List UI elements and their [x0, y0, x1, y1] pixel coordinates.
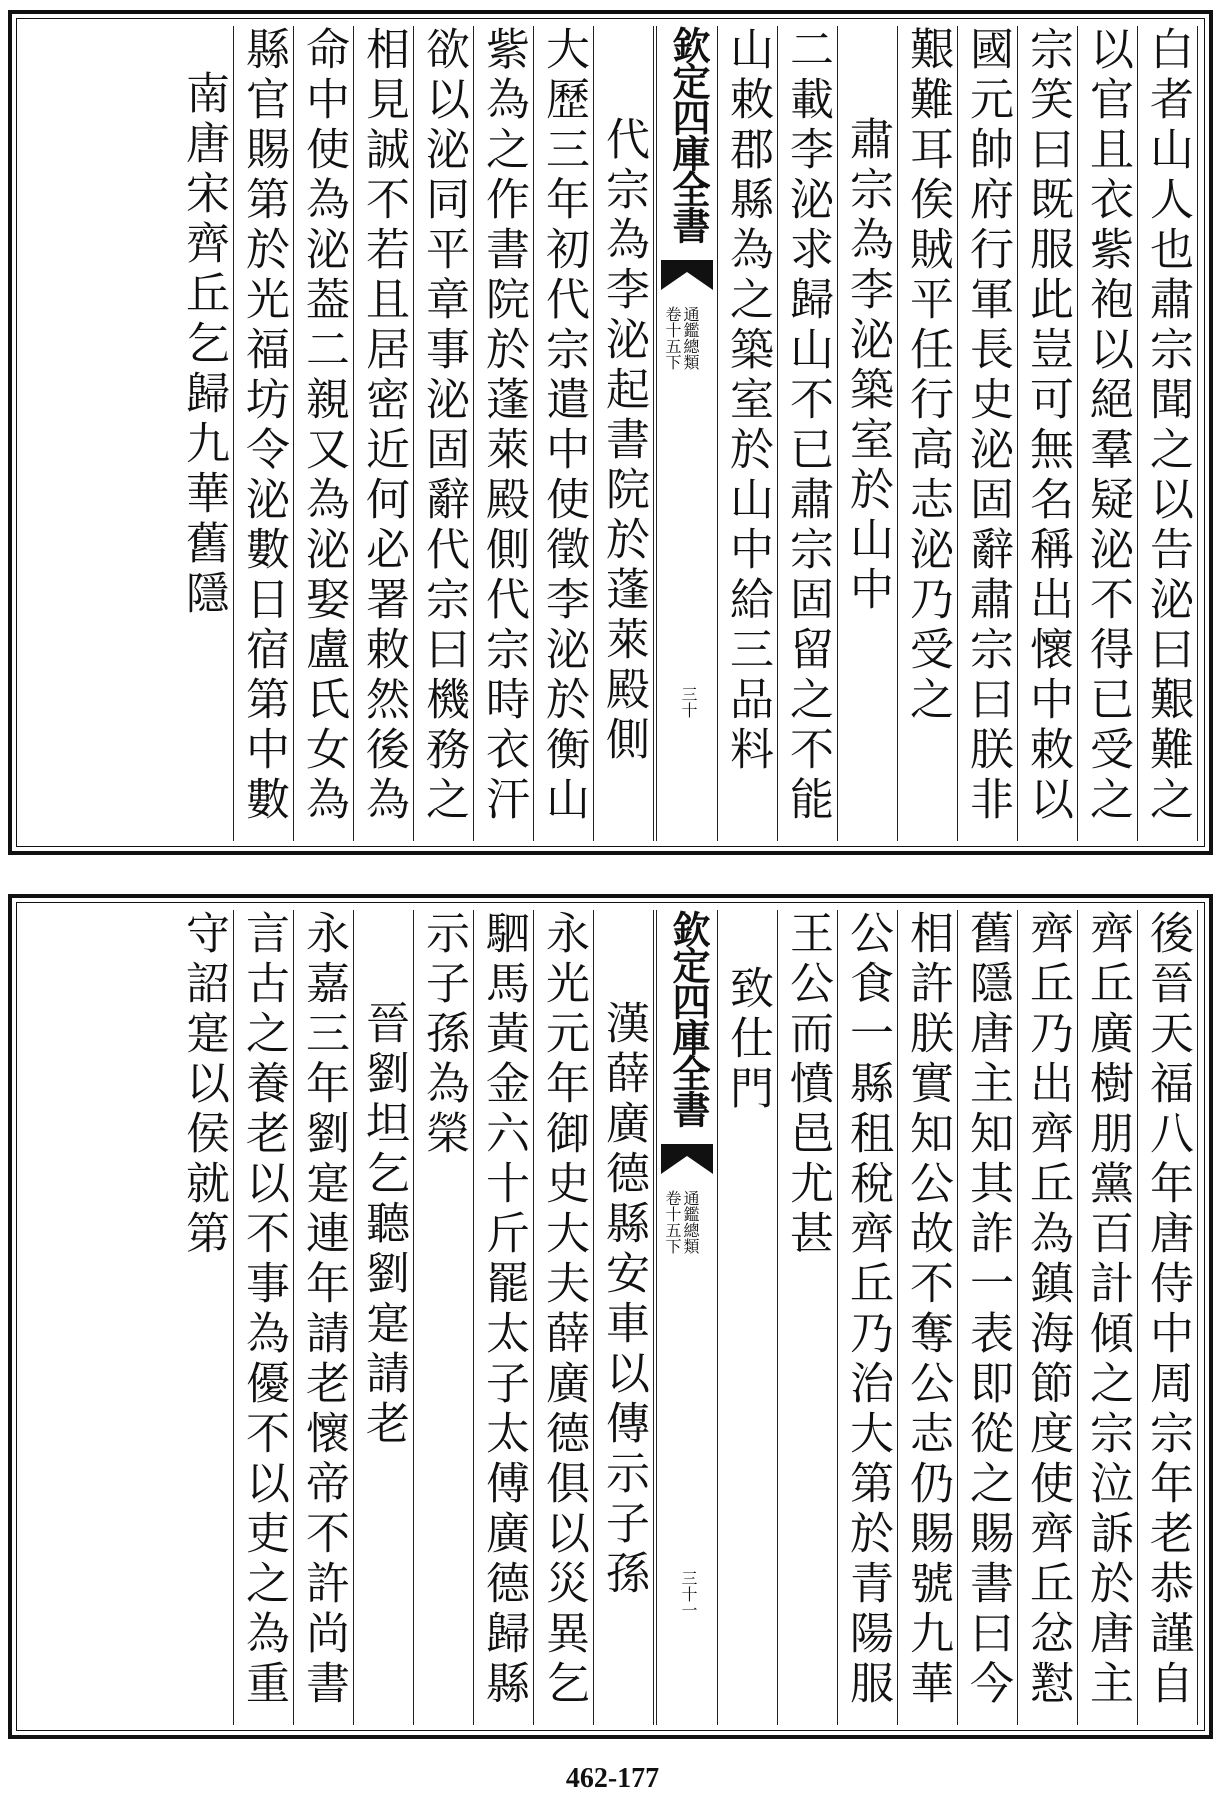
strip-book-name: 通鑑總類: [681, 306, 700, 370]
fishtail-mark: [657, 258, 717, 292]
text-column: 齊丘廣樹朋黨百計傾之宗泣訴於唐主: [1078, 910, 1138, 1725]
text-column: 守詔寔以侯就第: [174, 910, 234, 1725]
section-heading: 代宗為李泌起書院於蓬萊殿側: [594, 26, 654, 841]
text-column: 言古之養老以不事為優不以吏之為重: [234, 910, 294, 1725]
text-column: 永嘉三年劉寔連年請老懷帝不許尚書: [294, 910, 354, 1725]
text-column: 駟馬黃金六十斤罷太子太傅廣德歸縣: [474, 910, 534, 1725]
text-column: 二載李泌求歸山不已肅宗固留之不能: [778, 26, 838, 841]
strip-volume: 卷十五下: [663, 1190, 682, 1254]
section-heading: 晉劉坦乞聽劉寔請老: [354, 910, 414, 1725]
text-column: 宗笑曰既服此豈可無名稱出懷中敕以: [1018, 26, 1078, 841]
text-column: 國元帥府行軍長史泌固辭肅宗曰朕非: [958, 26, 1018, 841]
text-column: 縣官賜第於光福坊令泌數日宿第中數: [234, 26, 294, 841]
page-footer-number: 462-177: [565, 1763, 660, 1794]
upper-page: [8, 10, 1213, 855]
text-column: 紫為之作書院於蓬萊殿側代宗時衣汗: [474, 26, 534, 841]
center-strip: [656, 26, 718, 841]
strip-title: 欽定四庫全書: [666, 910, 711, 1126]
text-column: 王公而憤邑尤甚: [778, 910, 838, 1725]
text-column: 山敕郡縣為之築室於山中給三品料: [718, 26, 778, 841]
text-column: 齊丘乃出齊丘為鎮海節度使齊丘忿懟: [1018, 910, 1078, 1725]
text-column: 白者山人也肅宗聞之以告泌曰艱難之: [1138, 26, 1198, 841]
text-column: 示子孫為榮: [414, 910, 474, 1725]
text-column: 永光元年御史大夫薛廣德俱以災異乞: [534, 910, 594, 1725]
text-column: 公食一縣租稅齊丘乃治大第於青陽服: [838, 910, 898, 1725]
text-column: 艱難耳俟賊平任行高志泌乃受之: [898, 26, 958, 841]
lower-page: [8, 894, 1213, 1739]
text-column: 命中使為泌葢二親又為泌娶盧氏女為: [294, 26, 354, 841]
text-column: 大歷三年初代宗遣中使徵李泌於衡山: [534, 26, 594, 841]
strip-book-name: 通鑑總類: [681, 1190, 700, 1254]
section-heading: 南唐宋齊丘乞歸九華舊隱: [174, 26, 234, 841]
strip-page-number: 三十: [679, 686, 698, 718]
text-column: 相許朕實知公故不奪公志仍賜號九華: [898, 910, 958, 1725]
text-column: 以官且衣紫袍以絕羣疑泌不得已受之: [1078, 26, 1138, 841]
section-heading: 漢薛廣德縣安車以傳示子孫: [594, 910, 654, 1725]
strip-page-number: 三十一: [679, 1570, 698, 1618]
strip-title: 欽定四庫全書: [666, 26, 711, 242]
strip-volume: 卷十五下: [663, 306, 682, 370]
text-column: 相見誠不若且居密近何必署敕然後為: [354, 26, 414, 841]
section-heading: 肅宗為李泌築室於山中: [838, 26, 898, 841]
text-column: 欲以泌同平章事泌固辭代宗曰機務之: [414, 26, 474, 841]
center-strip: [656, 910, 718, 1725]
text-column: 舊隱唐主知其詐一表即從之賜書曰今: [958, 910, 1018, 1725]
section-heading: 致仕門: [718, 910, 778, 1725]
fishtail-mark: [657, 1142, 717, 1176]
text-column: 後晉天福八年唐侍中周宗年老恭謹自: [1138, 910, 1198, 1725]
